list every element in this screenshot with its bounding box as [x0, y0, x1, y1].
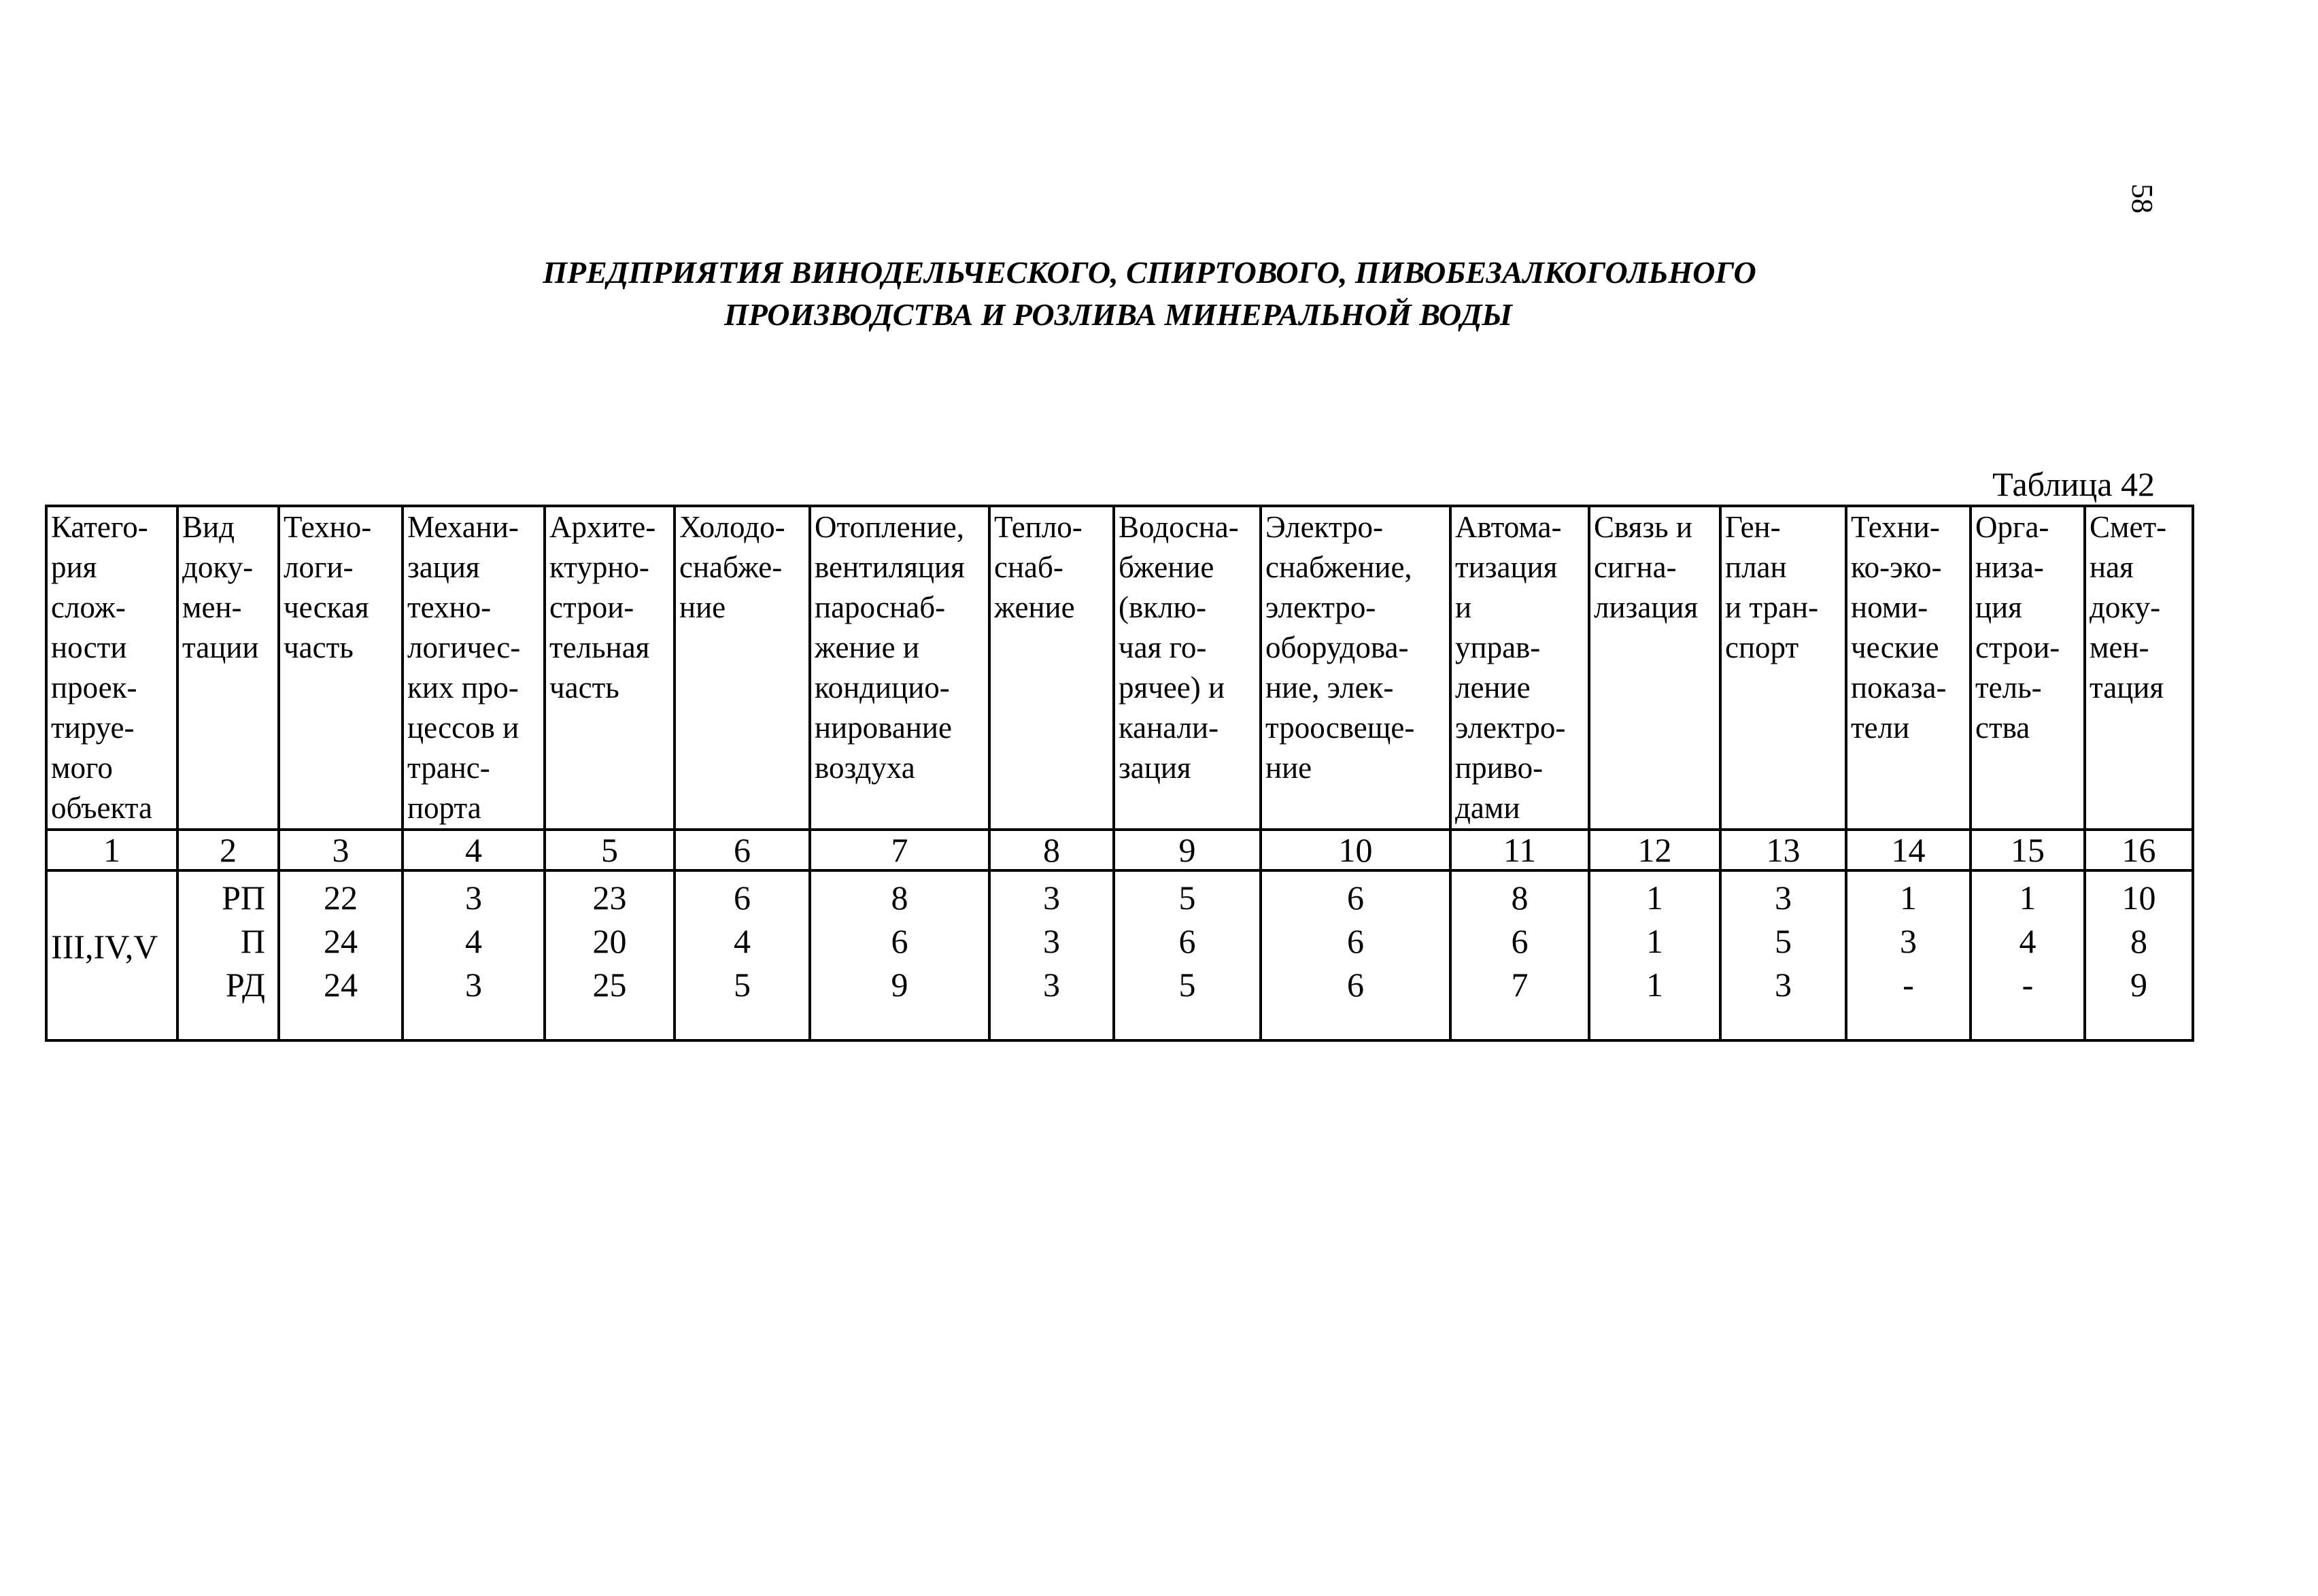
header-text: спорт [1725, 630, 1799, 664]
value: 6 [1347, 879, 1364, 917]
header-text: доку- [2090, 590, 2161, 624]
value: 3 [465, 966, 482, 1004]
doc-type-cell [177, 870, 279, 1040]
column-number: 10 [1261, 830, 1450, 870]
value: 1 [1900, 879, 1917, 917]
value: 3 [465, 879, 482, 917]
header-text: Смет- [2090, 510, 2167, 544]
header-cell [403, 506, 545, 830]
table-caption: Таблица 42 [1992, 465, 2155, 503]
header-text: доку- [182, 550, 254, 584]
value: - [2022, 966, 2034, 1004]
value: 3 [1043, 922, 1060, 960]
header-text: ческие [1851, 630, 1939, 664]
header-cell [46, 506, 177, 830]
header-text: проек- [51, 670, 137, 704]
column-number: 12 [1589, 830, 1720, 870]
value: 4 [734, 922, 751, 960]
value: 3 [1775, 966, 1792, 1004]
header-text: снаб- [994, 550, 1063, 584]
value: 5 [734, 966, 751, 1004]
table-header-row [46, 506, 2193, 830]
header-cell [1846, 506, 1971, 830]
header-text: тируе- [51, 711, 135, 745]
header-text: ко-эко- [1851, 550, 1942, 584]
value-cell [1114, 870, 1261, 1040]
header-text: ная [2090, 550, 2134, 584]
value-cell [403, 870, 545, 1040]
column-number: 4 [403, 830, 545, 870]
header-text: мен- [2090, 630, 2149, 664]
header-cell [1720, 506, 1846, 830]
column-number: 14 [1846, 830, 1971, 870]
header-text: Тепло- [994, 510, 1083, 544]
header-text: объекта [51, 791, 152, 825]
header-text: Электро- [1265, 510, 1384, 544]
page-title [0, 252, 2318, 336]
value: 1 [1646, 966, 1663, 1004]
value: 3 [1043, 966, 1060, 1004]
header-text: вентиляция [815, 550, 965, 584]
value: 6 [1347, 922, 1364, 960]
value: 5 [1178, 879, 1196, 917]
header-text: снабже- [679, 550, 783, 584]
header-text: канали- [1119, 711, 1219, 745]
value: 20 [592, 922, 627, 960]
value: 1 [1646, 879, 1663, 917]
value: 3 [1775, 879, 1792, 917]
page-title-line-1: ПРЕДПРИЯТИЯ ВИНОДЕЛЬЧЕСКОГО, СПИРТОВОГО, ПИВОБЕЗАЛКОГОЛЬНОГО [543, 255, 1756, 290]
doc-type: П [240, 922, 265, 960]
value-cell [989, 870, 1114, 1040]
header-text: оборудова- [1265, 630, 1409, 664]
value-cell [1846, 870, 1971, 1040]
value-cell [1720, 870, 1846, 1040]
value: 8 [891, 879, 908, 917]
header-text: рячее) и [1119, 670, 1225, 704]
value: 5 [1178, 966, 1196, 1004]
header-text: электро- [1455, 711, 1566, 745]
value: 24 [324, 922, 358, 960]
header-cell [989, 506, 1114, 830]
header-text: рия [51, 550, 97, 584]
value-cell [2085, 870, 2193, 1040]
value: 6 [1511, 922, 1529, 960]
header-text: ление [1455, 670, 1531, 704]
header-text: техно- [407, 590, 492, 624]
header-text: логичес- [407, 630, 521, 664]
header-text: жение и [815, 630, 919, 664]
header-text: строи- [549, 590, 634, 624]
header-text: приво- [1455, 751, 1544, 785]
header-text: и тран- [1725, 590, 1819, 624]
column-number: 11 [1450, 830, 1589, 870]
header-text: Водосна- [1119, 510, 1239, 544]
value: 8 [2130, 922, 2147, 960]
header-text: цессов и [407, 711, 519, 745]
value-cell [675, 870, 810, 1040]
header-text: логи- [284, 550, 354, 584]
header-text: Катего- [51, 510, 148, 544]
value: 25 [592, 966, 627, 1004]
header-text: порта [407, 791, 481, 825]
value: 22 [324, 879, 358, 917]
header-text: низа- [1975, 550, 2044, 584]
column-number: 13 [1720, 830, 1846, 870]
value: 9 [2130, 966, 2147, 1004]
header-text: зация [1119, 751, 1191, 785]
header-text: ства [1975, 711, 2030, 745]
page-title-line-2: ПРОИЗВОДСТВА И РОЗЛИВА МИНЕРАЛЬНОЙ ВОДЫ [724, 297, 1512, 332]
header-cell [2085, 506, 2193, 830]
header-text: слож- [51, 590, 126, 624]
header-text: Вид [182, 510, 235, 544]
header-text: лизация [1594, 590, 1699, 624]
norms-table [45, 505, 2194, 1042]
header-text: Техни- [1851, 510, 1940, 544]
value: 6 [1347, 966, 1364, 1004]
header-text: строи- [1975, 630, 2060, 664]
value: 23 [592, 879, 627, 917]
header-text: ние [1265, 751, 1312, 785]
header-cell [545, 506, 675, 830]
header-text: мен- [182, 590, 242, 624]
page-number: 58 [2126, 184, 2159, 214]
value: 4 [2019, 922, 2036, 960]
value-cell [545, 870, 675, 1040]
table-data-row [46, 870, 2193, 1040]
header-text: ние, элек- [1265, 670, 1394, 704]
header-text: тель- [1975, 670, 2042, 704]
header-text: тации [182, 630, 259, 664]
header-cell [279, 506, 403, 830]
column-number: 9 [1114, 830, 1261, 870]
header-cell [810, 506, 989, 830]
header-text: нирование [815, 711, 952, 745]
header-text: номи- [1851, 590, 1928, 624]
header-text: часть [549, 670, 619, 704]
value: 9 [891, 966, 908, 1004]
column-number-row [46, 830, 2193, 870]
header-text: транс- [407, 751, 490, 785]
header-text: и [1455, 590, 1472, 624]
header-text: Техно- [284, 510, 372, 544]
value-cell [1450, 870, 1589, 1040]
header-text: снабжение, [1265, 550, 1412, 584]
header-text: Холодо- [679, 510, 785, 544]
value: 4 [465, 922, 482, 960]
value: 6 [734, 879, 751, 917]
header-text: электро- [1265, 590, 1376, 624]
value-cell [810, 870, 989, 1040]
header-text: план [1725, 550, 1787, 584]
value: 10 [2121, 879, 2156, 917]
header-text: Орга- [1975, 510, 2049, 544]
header-text: воздуха [815, 751, 915, 785]
header-text: бжение [1119, 550, 1214, 584]
header-text: чая го- [1119, 630, 1207, 664]
header-cell [177, 506, 279, 830]
header-text: Связь и [1594, 510, 1692, 544]
value: 5 [1775, 922, 1792, 960]
column-number: 5 [545, 830, 675, 870]
value-cell [279, 870, 403, 1040]
value-cell [1971, 870, 2085, 1040]
column-number: 7 [810, 830, 989, 870]
header-cell [1114, 506, 1261, 830]
header-cell [1261, 506, 1450, 830]
value: 8 [1511, 879, 1529, 917]
header-text: жение [994, 590, 1075, 624]
header-text: тация [2090, 670, 2164, 704]
header-text: сигна- [1594, 550, 1677, 584]
value: 1 [2019, 879, 2036, 917]
header-text: управ- [1455, 630, 1541, 664]
column-number: 15 [1971, 830, 2085, 870]
header-cell [675, 506, 810, 830]
header-text: тизация [1455, 550, 1558, 584]
header-text: Ген- [1725, 510, 1781, 544]
value: 7 [1511, 966, 1529, 1004]
category-cell [46, 870, 177, 1040]
value-cell [1589, 870, 1720, 1040]
header-text: показа- [1851, 670, 1947, 704]
header-text: Автома- [1455, 510, 1562, 544]
header-text: Механи- [407, 510, 519, 544]
header-text: дами [1455, 791, 1520, 825]
header-text: зация [407, 550, 480, 584]
header-text: ческая [284, 590, 369, 624]
value: 6 [891, 922, 908, 960]
header-text: ности [51, 630, 127, 664]
header-text: ние [679, 590, 726, 624]
header-text: кондицио- [815, 670, 950, 704]
header-text: тели [1851, 711, 1910, 745]
header-text: пароснаб- [815, 590, 946, 624]
column-number: 6 [675, 830, 810, 870]
header-cell [1450, 506, 1589, 830]
column-number: 2 [177, 830, 279, 870]
header-text: тельная [549, 630, 650, 664]
header-text: Отопление, [815, 510, 964, 544]
header-text: мого [51, 751, 113, 785]
doc-type: РП [222, 879, 265, 917]
value: 3 [1900, 922, 1917, 960]
header-text: Архите- [549, 510, 656, 544]
value: 6 [1178, 922, 1196, 960]
column-number: 8 [989, 830, 1114, 870]
header-text: троосвеще- [1265, 711, 1415, 745]
header-text: ктурно- [549, 550, 649, 584]
header-text: ция [1975, 590, 2022, 624]
header-cell [1971, 506, 2085, 830]
header-text: часть [284, 630, 354, 664]
value: - [1903, 966, 1914, 1004]
column-number: 16 [2085, 830, 2193, 870]
column-number: 3 [279, 830, 403, 870]
value: 24 [324, 966, 358, 1004]
doc-type: РД [225, 966, 265, 1004]
value: 1 [1646, 922, 1663, 960]
value-cell [1261, 870, 1450, 1040]
category-value: III,IV,V [51, 928, 158, 966]
header-text: ких про- [407, 670, 519, 704]
header-text: (вклю- [1119, 590, 1207, 624]
header-cell [1589, 506, 1720, 830]
column-number: 1 [46, 830, 177, 870]
value: 3 [1043, 879, 1060, 917]
